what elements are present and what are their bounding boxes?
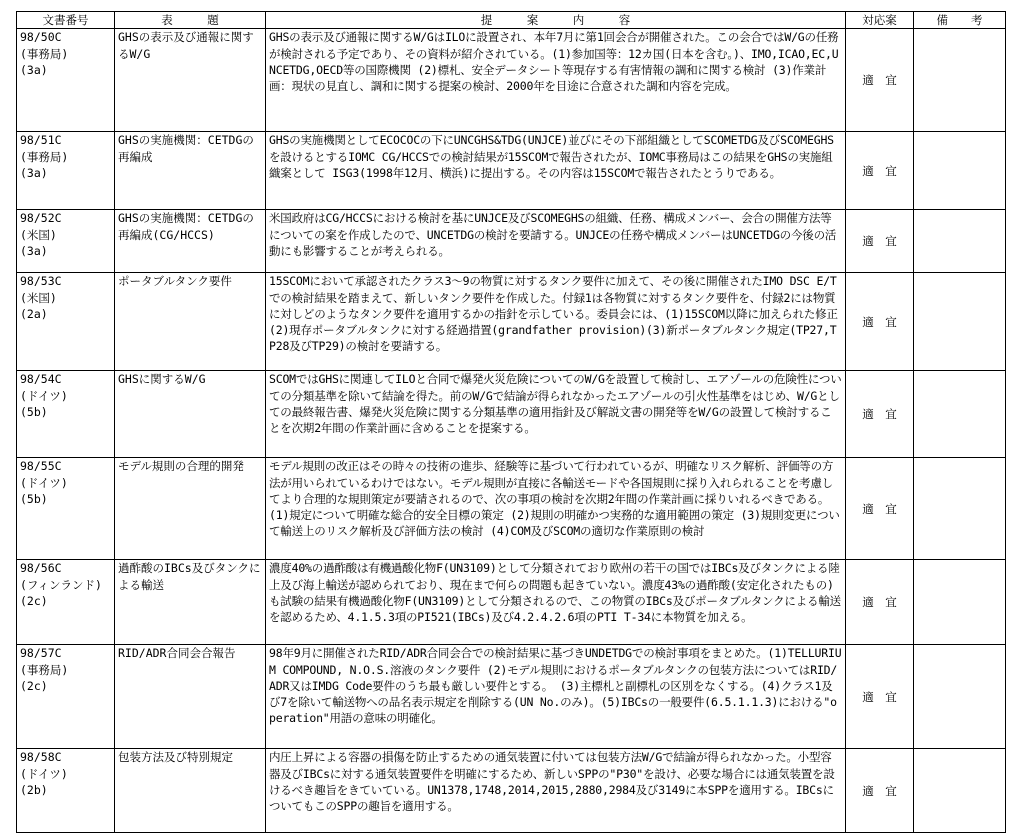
response-cell: 適 宜 (846, 132, 914, 210)
title-cell: 過酢酸のIBCs及びタンクによる輸送 (115, 560, 266, 645)
doc-number: 98/50C (20, 30, 62, 45)
agenda-item: (2b) (20, 782, 48, 797)
table-row (17, 560, 1006, 645)
agenda-item: (3a) (20, 243, 48, 258)
title-cell: GHSの表示及び通報に関するW/G (115, 29, 266, 132)
response-cell: 適 宜 (846, 560, 914, 645)
content-cell: GHSの実施機関としてECOCOCの下にUNCGHS&TDG(UNJCE)並びにその下部組織としてSCOMETDG及びSCOMEGHSを設けるとするIOMC CG/HCCSでの検討結果が15SCOMで報告されたが、IOMC事務局はこの結果をGHSの実施組織案として ISG3(1998年12月、横浜)に提出する。その内容は15SCOMで報告されたとうりである。 (266, 132, 846, 210)
title-cell: GHSの実施機関：CETDGの再編成(CG/HCCS) (115, 210, 266, 273)
doc-number: 98/57C (20, 646, 62, 661)
table-row (17, 132, 1006, 210)
title-cell: GHSに関するW/G (115, 371, 266, 458)
response-cell: 適 宜 (846, 749, 914, 833)
remarks-cell (914, 749, 1006, 833)
doc-origin: (ドイツ) (20, 475, 68, 490)
header-doc-no: 文書番号 (17, 12, 115, 29)
table-row (17, 458, 1006, 560)
doc-origin: (事務局) (20, 149, 69, 164)
doc-origin: (事務局) (20, 46, 69, 61)
table-row (17, 645, 1006, 749)
remarks-cell (914, 210, 1006, 273)
response-cell: 適 宜 (846, 645, 914, 749)
remarks-cell (914, 458, 1006, 560)
header-row (17, 12, 1006, 29)
doc-number-cell (17, 273, 115, 371)
response-cell: 適 宜 (846, 458, 914, 560)
agenda-item: (2c) (20, 593, 48, 608)
remarks-cell (914, 645, 1006, 749)
doc-number: 98/56C (20, 561, 62, 576)
doc-number-cell (17, 29, 115, 132)
agenda-item: (3a) (20, 62, 48, 77)
response-cell: 適 宜 (846, 29, 914, 132)
doc-number-cell (17, 749, 115, 833)
title-cell: モデル規則の合理的開発 (115, 458, 266, 560)
header-content: 提 案 内 容 (266, 12, 846, 29)
header-response: 対応案 (846, 12, 914, 29)
content-cell: 98年9月に開催されたRID/ADR合同会合での検討結果に基づきUNDETDGでの検討事項をまとめた。(1)TELLURIUM COMPOUND, N.O.S.溶液のタンク要件 (2)モデル規則におけるポータブルタンクの包装方法についてはRID/ADR又はIMDG Code要件のうち最も厳しい要件とする。 (3)主標札と副標札の区別をなくする。(4)クラス1及び7を除いて輸送物への品名表示規定を削除する(UN No.のみ)。(5)IBCsの一般要件(6.5.1.1.3)における"operation"用語の意味の明確化。 (266, 645, 846, 749)
doc-number: 98/54C (20, 372, 62, 387)
doc-origin: (米国) (20, 227, 57, 242)
header-title: 表 題 (115, 12, 266, 29)
remarks-cell (914, 132, 1006, 210)
doc-number-cell (17, 132, 115, 210)
agenda-item: (2c) (20, 678, 48, 693)
doc-origin: (ドイツ) (20, 766, 68, 781)
content-cell: SCOMではGHSに関連してILOと合同で爆発火災危険についてのW/Gを設置して検討し、エアゾールの危険性についての分類基準を除いて結論を得た。前のW/Gで結論が得られなかったエアゾールの引火性基準をはじめ、W/Gとしての最終報告書、爆発火災危険に関する分類基準の適用指針及び解説文書の開発等をW/Gの設置して検討することを次期2年間の作業計画に含めることを提案する。 (266, 371, 846, 458)
response-cell: 適 宜 (846, 273, 914, 371)
content-cell: 米国政府はCG/HCCSにおける検討を基にUNJCE及びSCOMEGHSの組織、任務、構成メンバー、会合の開催方法等についての案を作成したので、UNCETDGの検討を要請する。UNJCEの任務や構成メンバーはUNCETDGの今後の活動にも影響することが考えられる。 (266, 210, 846, 273)
content-cell: 内圧上昇による容器の損傷を防止するための通気装置に付いては包装方法W/Gで結論が得られなかった。小型容器及びIBCsに対する通気装置要件を明確にするため、新しいSPPの"P30"を設け、必要な場合には通気装置を設けるべき趣旨をきていている。UN1378,1748,2014,2015,2880,2984及び3149に本SPPを適用する。IBCsについてもこのSPPの趣旨を適用する。 (266, 749, 846, 833)
header-remarks: 備 考 (914, 12, 1006, 29)
doc-number: 98/58C (20, 750, 62, 765)
table-row (17, 371, 1006, 458)
response-cell: 適 宜 (846, 371, 914, 458)
agenda-item: (5b) (20, 404, 48, 419)
table-row (17, 210, 1006, 273)
table-row (17, 273, 1006, 371)
remarks-cell (914, 273, 1006, 371)
doc-origin: (米国) (20, 290, 57, 305)
content-cell: 濃度40%の過酢酸は有機過酸化物F(UN3109)として分類されており欧州の若干の国ではIBCs及びタンクによる陸上及び海上輸送が認められており、現在まで何らの問題も起きていない。濃度43%の過酢酸(安定化されたもの)も試験の結果有機過酸化物F(UN3109)として分類されるので、この物質のIBCs及びポータブルタンクによる輸送を認めるため、4.1.5.3項のPI521(IBCs)及び4.2.4.2.6項のPTI T-34に本物質を加える。 (266, 560, 846, 645)
agenda-item: (3a) (20, 165, 48, 180)
doc-number-cell (17, 210, 115, 273)
content-cell: モデル規則の改正はその時々の技術の進歩、経験等に基づいて行われているが、明確なリスク解析、評価等の方法が用いられているわけではない。モデル規則が直接に各輸送モードや各国規則に採り入れられることを考慮してより合理的な規則策定が要請されるので、次の事項の検討を次期2年間の作業計画に採りいれるべきである。(1)規定について明確な総合的安全目標の策定 (2)規則の明確かつ実務的な適用範囲の策定 (3)規則変更について輸送上のリスク解析及び評価方法の検討 (4)COM及びSCOMの適切な作業原則の検討 (266, 458, 846, 560)
doc-number: 98/51C (20, 133, 62, 148)
title-cell: ポータブルタンク要件 (115, 273, 266, 371)
table-row (17, 749, 1006, 833)
doc-number-cell (17, 560, 115, 645)
remarks-cell (914, 29, 1006, 132)
doc-number: 98/55C (20, 459, 62, 474)
doc-origin: (事務局) (20, 662, 69, 677)
doc-number-cell (17, 371, 115, 458)
title-cell: 包装方法及び特別規定 (115, 749, 266, 833)
doc-number-cell (17, 645, 115, 749)
agenda-item: (2a) (20, 306, 48, 321)
remarks-cell (914, 371, 1006, 458)
content-cell: GHSの表示及び通報に関するW/GはILOに設置され、本年7月に第1回会合が開催された。この会合ではW/Gの任務が検討される予定であり、その資料が紹介されている。(1)参加国等：12カ国(日本を含む。)、IMO,ICAO,EC,UNCETDG,OECD等の国際機関 (2)標札、安全データシート等現存する有害情報の調和に関する検討 (3)作業計画：現状の見直し、調和に関する提案の検討、2000年を目途に合意された調和内容を完成。 (266, 29, 846, 132)
remarks-cell (914, 560, 1006, 645)
doc-origin: (フィンランド) (20, 577, 102, 592)
doc-number: 98/53C (20, 274, 62, 289)
content-cell: 15SCOMにおいて承認されたクラス3～9の物質に対するタンク要件に加えて、その後に開催されたIMO DSC E/Tでの検討結果を踏まえて、新しいタンク要件を作成した。付録1は各物質に対するタンク要件を、付録2には物質に対しどのようなタンク要件を適用するかの指針を示している。委員会には、(1)15SCOM以降に加えられた修正(2)現存ポータブルタンクに対する経過措置(grandfather provision)(3)新ポータブルタンク規定(TP27,TP28及びTP29)の検討を要請する。 (266, 273, 846, 371)
title-cell: RID/ADR合同会合報告 (115, 645, 266, 749)
doc-origin: (ドイツ) (20, 388, 68, 403)
agenda-item: (5b) (20, 491, 48, 506)
response-cell: 適 宜 (846, 210, 914, 273)
doc-number: 98/52C (20, 211, 62, 226)
proposal-table (16, 11, 1006, 833)
table-row (17, 29, 1006, 132)
title-cell: GHSの実施機関：CETDGの再編成 (115, 132, 266, 210)
doc-number-cell (17, 458, 115, 560)
